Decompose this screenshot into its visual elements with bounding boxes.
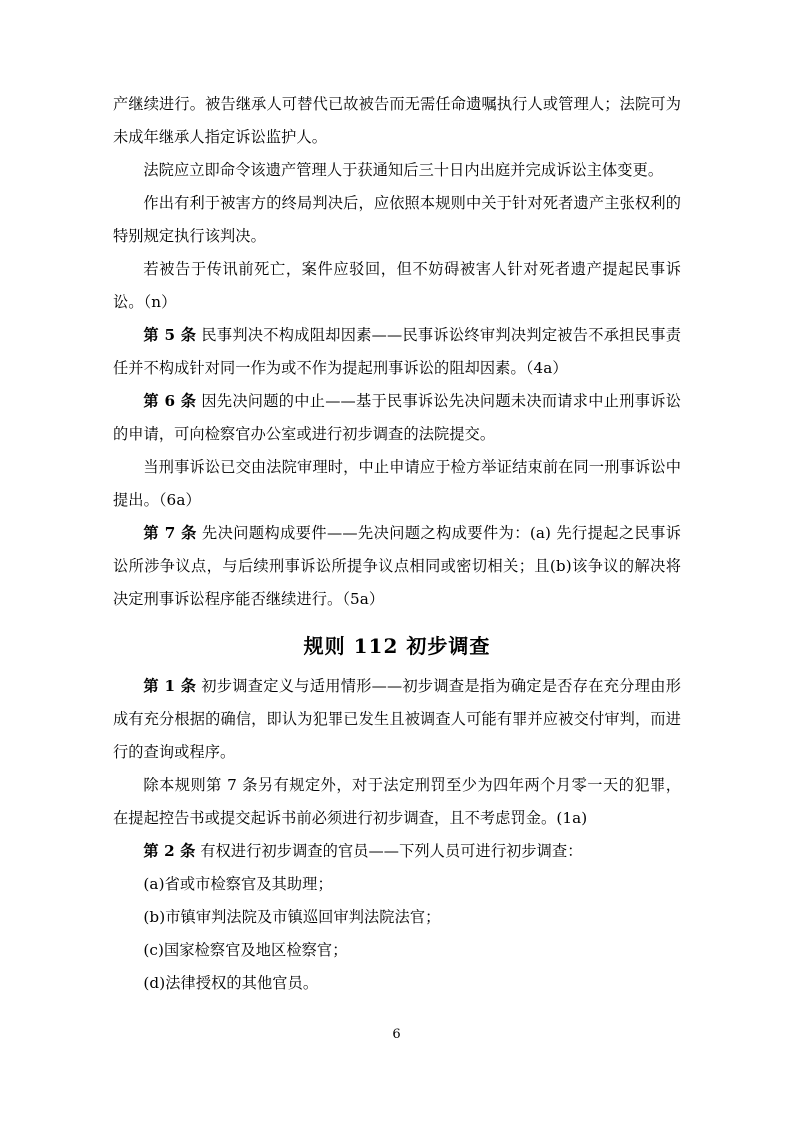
page-content (113, 88, 681, 1000)
section-text: 有权进行初步调查的官员——下列人员可进行初步调查： (200, 842, 583, 860)
list-item: (c)国家检察官及地区检察官； (143, 941, 348, 959)
section-label: 第 7 条 (143, 524, 197, 542)
section-label: 第 6 条 (143, 392, 197, 410)
paragraph: 除本规则第 7 条另有规定外，对于法定刑罚至少为四年两个月零一天的犯罪，在提起控告书或提交起诉书前必须进行初步调查，且不考虑罚金。(1a) (113, 776, 681, 827)
section-paragraph (113, 319, 681, 385)
section-text: 因先决问题的中止——基于民事诉讼先决问题未决而请求中止刑事诉讼的申请，可向检察官办公室或进行初步调查的法院提交。 (113, 392, 681, 443)
list-item: (a)省或市检察官及其助理； (143, 875, 333, 893)
paragraph: 产继续进行。被告继承人可替代已故被告而无需任命遗嘱执行人或管理人；法院可为未成年继承人指定诉讼监护人。 (113, 95, 681, 146)
section-label: 第 1 条 (143, 677, 197, 695)
section-text: 先决问题构成要件——先决问题之构成要件为：(a) 先行提起之民事诉讼所涉争议点，与后续刑事诉讼所提争议点相同或密切相关；且(b)该争议的解决将决定刑事诉讼程序能否继续进行。（5a） (113, 524, 681, 608)
paragraph: 作出有利于被害方的终局判决后，应依照本规则中关于针对死者遗产主张权利的特别规定执行该判决。 (113, 194, 681, 245)
page-number: 6 (392, 1027, 401, 1042)
paragraph: 当刑事诉讼已交由法院审理时，中止申请应于检方举证结束前在同一刑事诉讼中提出。（6a） (113, 458, 681, 509)
section-paragraph (113, 670, 681, 769)
list-item: (b)市镇审判法院及市镇巡回审判法院法官； (143, 908, 441, 926)
paragraph: 法院应立即命令该遗产管理人于获通知后三十日内出庭并完成诉讼主体变更。 (143, 161, 664, 179)
section-paragraph (113, 385, 681, 451)
list-item: (d)法律授权的其他官员。 (143, 974, 319, 992)
section-paragraph (113, 835, 681, 868)
section-paragraph (113, 517, 681, 616)
section-text: 民事判决不构成阻却因素——民事诉讼终审判决判定被告不承担民事责任并不构成针对同一作为或不作为提起刑事诉讼的阻却因素。（4a） (113, 326, 681, 377)
section-label: 第 5 条 (143, 326, 197, 344)
paragraph: 若被告于传讯前死亡，案件应驳回，但不妨碍被害人针对死者遗产提起民事诉讼。（n） (113, 260, 681, 311)
section-label: 第 2 条 (143, 842, 196, 860)
rule-heading: 规则 112 初步调查 (303, 634, 491, 658)
section-text: 初步调查定义与适用情形——初步调查是指为确定是否存在充分理由形成有充分根据的确信，即认为犯罪已发生且被调查人可能有罪并应被交付审判，而进行的查询或程序。 (113, 677, 681, 761)
